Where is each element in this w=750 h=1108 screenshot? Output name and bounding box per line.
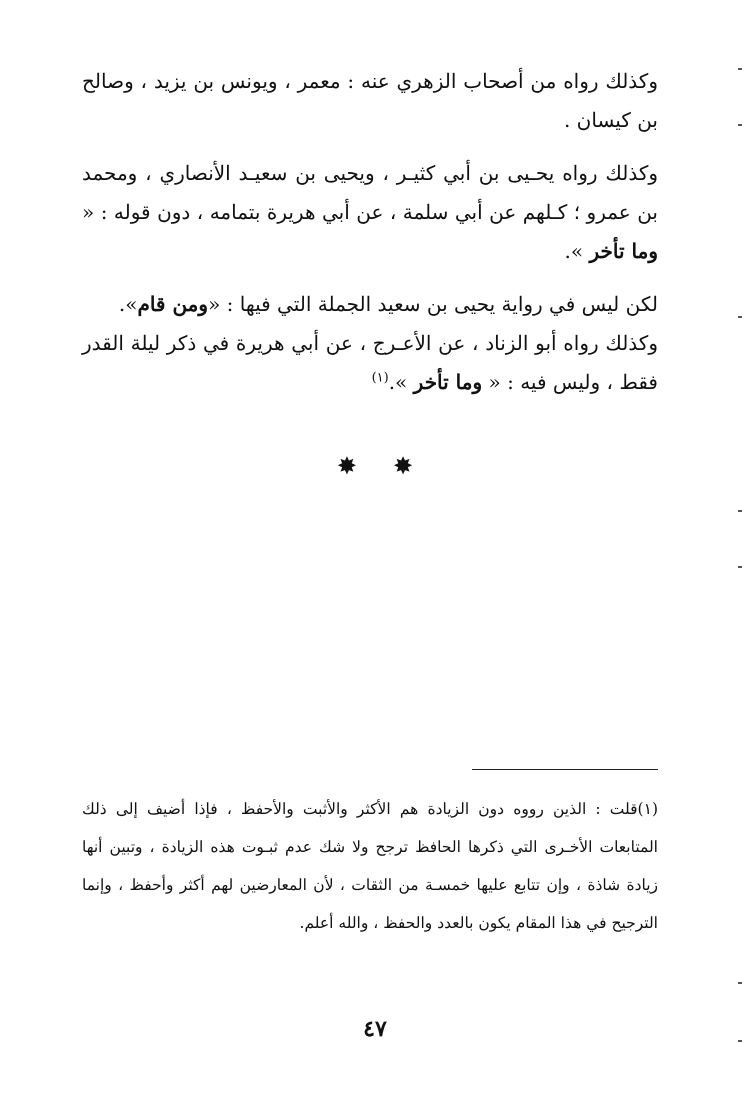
paragraph-2-end: ». bbox=[564, 239, 590, 263]
paragraph-1-text: وكذلك رواه من أصحاب الزهري عنه : معمر ، ويونس بن يزيد ، وصالح بن كيسان . bbox=[82, 69, 658, 132]
paragraph-3 bbox=[82, 285, 658, 324]
margin-dot bbox=[738, 68, 742, 70]
paragraph-4-text: وكذلك رواه أبو الزناد ، عن الأعـرج ، عن أبي هريرة في ذكر ليلة القدر فقط ، وليس فيه : « bbox=[82, 331, 658, 394]
margin-dot bbox=[738, 124, 742, 126]
paragraph-4-end: ». bbox=[388, 370, 414, 394]
paragraph-4 bbox=[82, 324, 658, 402]
paragraph-3-text: لكن ليس في رواية يحيى بن سعيد الجملة التي فيها : « bbox=[208, 292, 658, 316]
section-divider bbox=[0, 452, 750, 480]
margin-dot bbox=[738, 1040, 742, 1042]
paragraph-3-end: ». bbox=[118, 292, 138, 316]
page-number: ٤٧ bbox=[363, 1016, 387, 1042]
paragraph-3-bold-quote: ومن قام bbox=[137, 292, 209, 316]
footnote-separator bbox=[472, 769, 658, 770]
footnote-text: (١)قلت : الذين رووه دون الزيادة هم الأكثر والأثبت والأحفظ ، فإذا أضيف إلى ذلك المتابعات الأخـرى التي ذكرها الحافظ ترجح ولا شك عدم ثبـوت هذه الزيادة ، وتبين أنها زيادة شاذة ، وإن تتابع عليها خمسـة من الثقات ، لأن المعارضين لهم أكثر وأحفظ ، وإنما الترجيح في هذا المقام يكون بالعدد والحفظ ، والله أعلم. bbox=[82, 800, 658, 932]
paragraph-2-bold-quote: وما تأخر bbox=[589, 239, 658, 263]
margin-dot bbox=[738, 316, 742, 318]
star-ornament-icon: ✸ bbox=[336, 452, 357, 480]
paragraph-1 bbox=[82, 62, 658, 140]
margin-dot bbox=[738, 982, 742, 984]
paragraph-2 bbox=[82, 154, 658, 271]
footnote-reference[interactable]: (١) bbox=[371, 370, 389, 386]
paragraph-4-bold-quote: وما تأخر bbox=[413, 370, 483, 394]
paragraph-2-text: وكذلك رواه يحـيى بن أبي كثيـر ، ويحيى بن سعيـد الأنصاري ، ومحمد بن عمرو ؛ كـلهم عن أبي سلمة ، عن أبي هريرة بتمامه ، دون قوله : « bbox=[82, 161, 658, 224]
star-ornament-icon: ✸ bbox=[393, 452, 414, 480]
main-text bbox=[82, 62, 658, 402]
margin-dot bbox=[738, 566, 742, 568]
margin-dot bbox=[738, 510, 742, 512]
footnote bbox=[82, 790, 658, 942]
